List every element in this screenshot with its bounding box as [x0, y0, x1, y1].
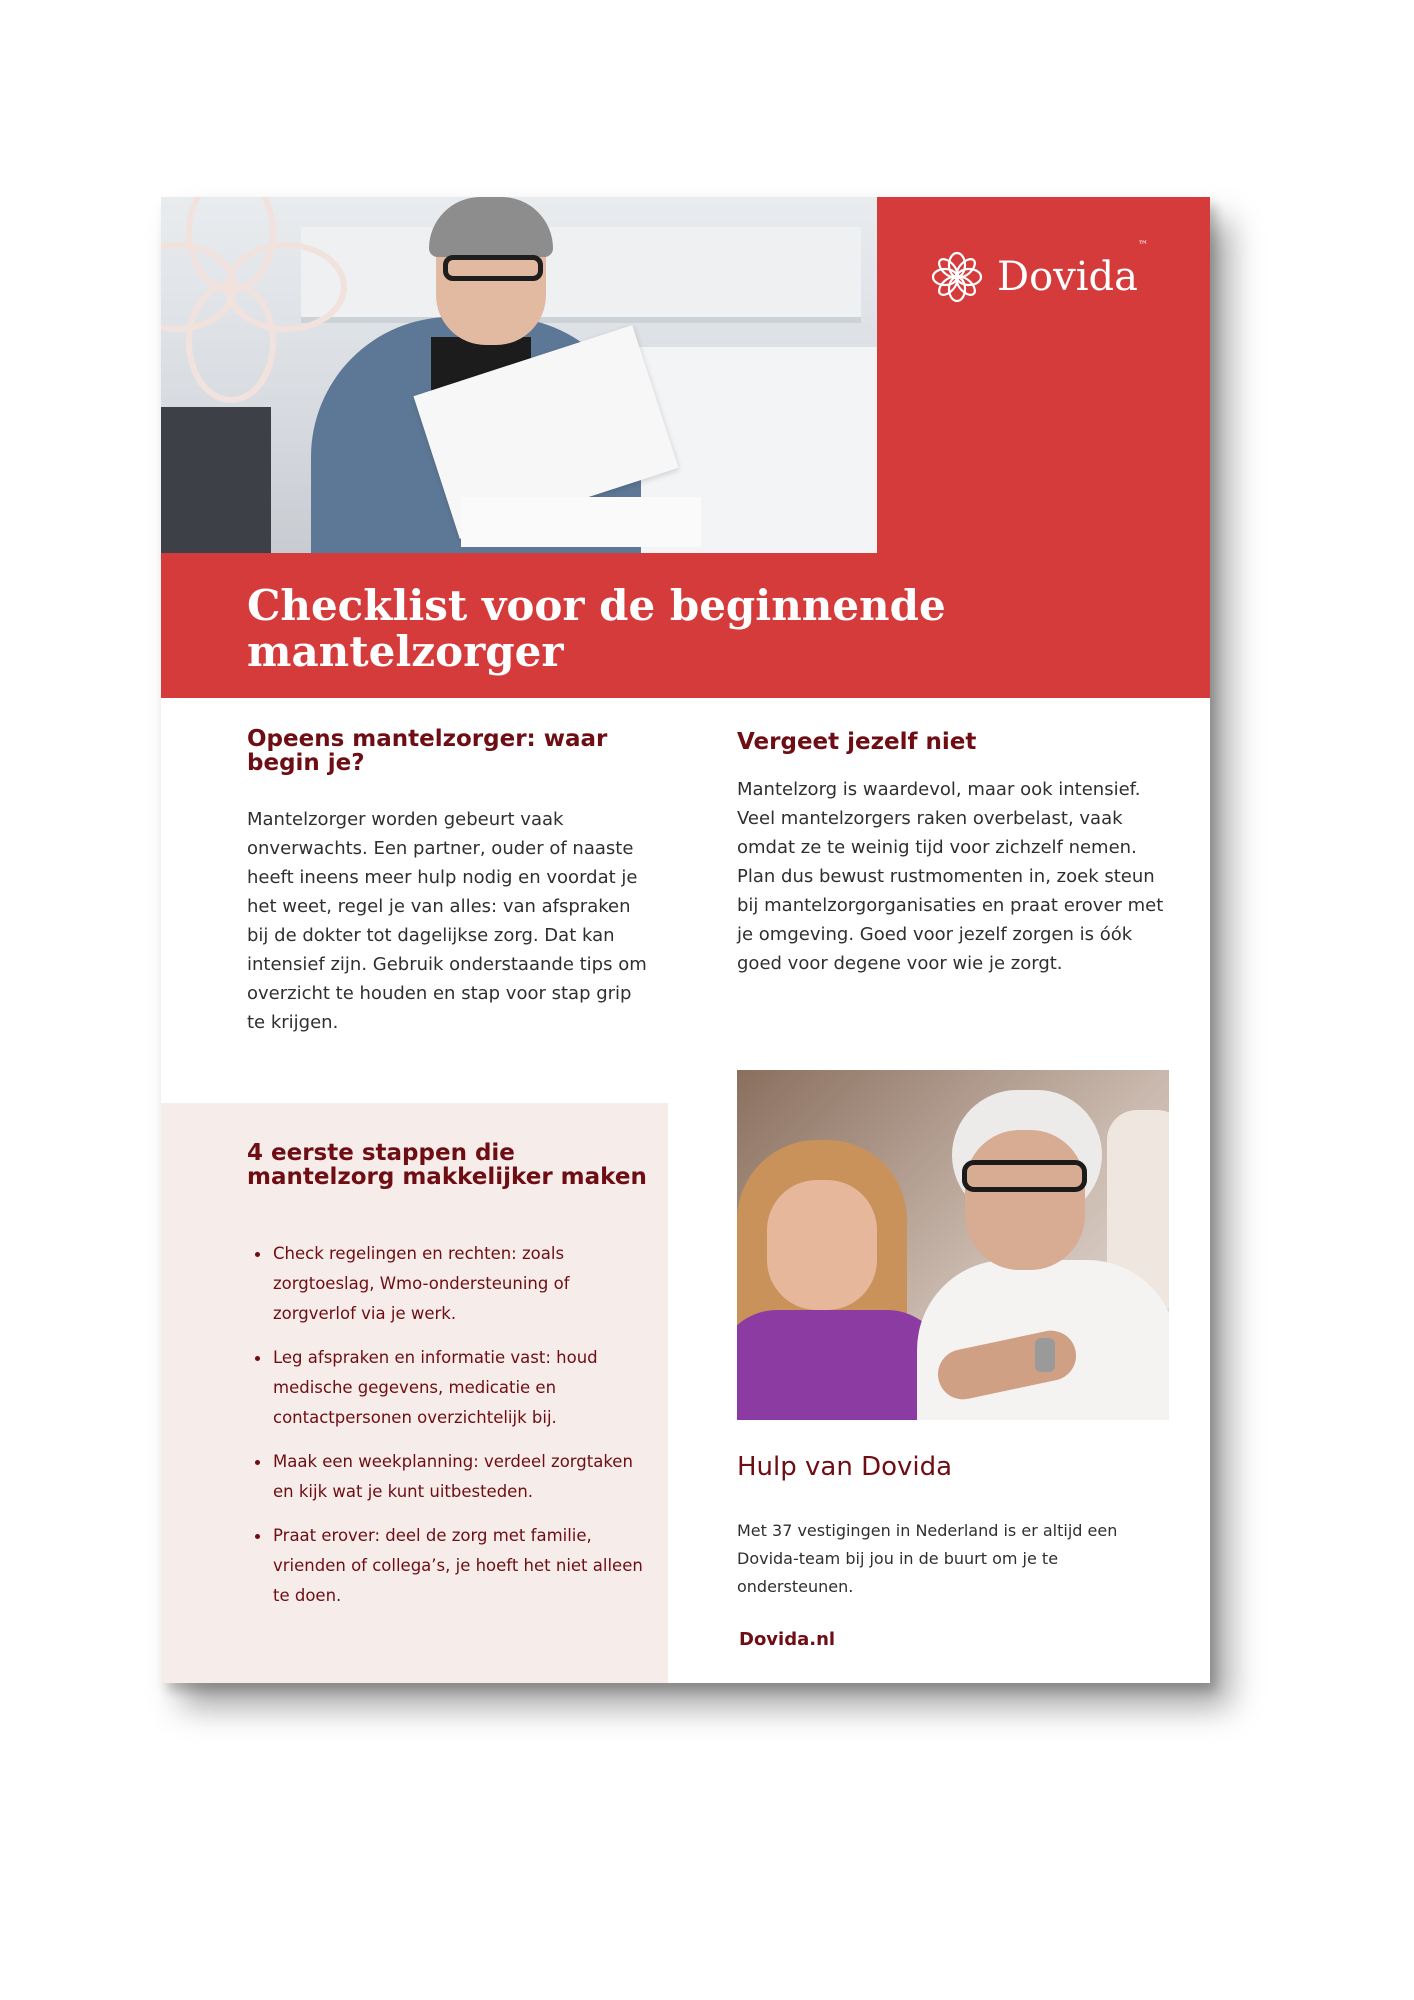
- dovida-logo[interactable]: [927, 240, 1148, 307]
- steps-heading: 4 eerste stappen die mantelzorg makkelijker maken: [247, 1140, 647, 1190]
- intro-heading: Opeens mantelzorger: waar begin je?: [247, 726, 608, 776]
- self-care-text: Mantelzorg is waardevol, maar ook intensief. Veel mantelzorgers raken overbelast, vaak omdat ze te weinig tijd voor zichzelf nemen. Plan dus bewust rustmomenten in, zoek steun bij mantelzorgorganisaties en praat erover met je omgeving. Goed voor jezelf zorgen is óók goed voor degene voor wie je zorgt.: [737, 779, 1164, 974]
- title-band: [161, 553, 1210, 698]
- step-item-3: Maak een weekplanning: verdeel zorgtaken en kijk wat je kunt uitbesteden.: [247, 1447, 647, 1507]
- photo-laptop: [161, 407, 271, 553]
- intro-section: [247, 727, 647, 1037]
- trademark-symbol: ™: [1138, 240, 1148, 251]
- flower-outline-icon: [161, 197, 361, 417]
- step-item-1: Check regelingen en rechten: zoals zorgtoeslag, Wmo-ondersteuning of zorgverlof via je werk.: [247, 1239, 647, 1329]
- photo-elderly-glasses: [962, 1160, 1087, 1192]
- self-care-section: [737, 727, 1167, 978]
- page-title: Checklist voor de beginnende mantelzorger: [247, 581, 946, 676]
- steps-box: [161, 1103, 668, 1683]
- steps-list: [247, 1239, 647, 1625]
- flyer-page: [161, 197, 1210, 1683]
- header-photo-woman-reading-letter: [161, 197, 877, 553]
- photo-hair: [429, 197, 553, 257]
- photo-purple-top: [737, 1310, 947, 1420]
- photo-papers: [461, 497, 701, 547]
- photo-young-woman-face: [767, 1180, 877, 1310]
- logo-wordmark: Dovida™: [997, 240, 1148, 300]
- flower-icon: [927, 247, 987, 307]
- step-item-2: Leg afspraken en informatie vast: houd medische gegevens, medicatie en contactpersonen overzichtelijk bij.: [247, 1343, 647, 1433]
- photo-glasses: [443, 255, 543, 281]
- help-text: Met 37 vestigingen in Nederland is er altijd een Dovida-team bij jou in de buurt om je te ondersteunen.: [737, 1521, 1118, 1596]
- photo-caregiver-with-elderly-woman: [737, 1070, 1169, 1420]
- help-heading: Hulp van Dovida: [737, 1452, 953, 1482]
- logo-panel: [877, 197, 1210, 553]
- step-item-4: Praat erover: deel de zorg met familie, vrienden of collega’s, je hoeft het niet alleen te doen.: [247, 1521, 647, 1611]
- photo-kitchen-shelf: [301, 227, 861, 323]
- website-link[interactable]: Dovida.nl: [739, 1629, 836, 1650]
- intro-text: Mantelzorger worden gebeurt vaak onverwachts. Een partner, ouder of naaste heeft ineens meer hulp nodig en voordat je het weet, regel je van alles: van afspraken bij de dokter tot dagelijkse zorg. Dat kan intensief zijn. Gebruik onderstaande tips om overzicht te houden en stap voor stap grip te krijgen.: [247, 809, 647, 1033]
- photo-elderly-face: [965, 1130, 1085, 1270]
- photo-watch: [1035, 1338, 1055, 1372]
- self-care-heading: Vergeet jezelf niet: [737, 729, 977, 755]
